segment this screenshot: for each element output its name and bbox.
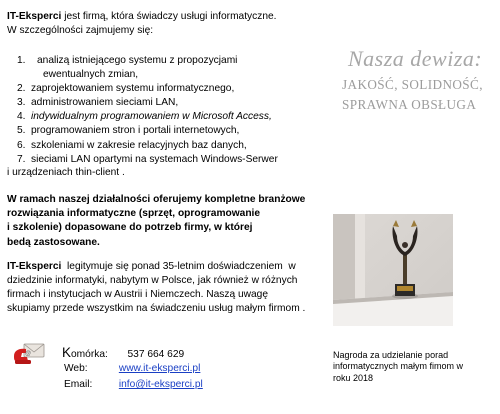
- services-list: [7, 54, 307, 167]
- services-tail: i urządzeniach thin-client .: [7, 167, 125, 178]
- motto-graphic: [330, 40, 498, 130]
- photo-caption: Nagroda za udzielanie porad informatycznych małym fimom w roku 2018: [333, 350, 464, 383]
- web-label: Web:: [64, 363, 88, 374]
- phone-number[interactable]: 537 664 629: [127, 349, 185, 360]
- motto-script: Nasza dewiza:: [348, 46, 483, 71]
- svg-text:@: @: [25, 351, 32, 357]
- email-row: [64, 379, 203, 390]
- intro-text: IT-Eksperci jest firmą, która świadczy usługi informatyczne. W szczególności zajmujemy się:: [7, 11, 277, 36]
- company-name: IT-Eksperci: [7, 11, 62, 22]
- email-label: Email:: [64, 379, 93, 390]
- list-item: 5. programowaniem stron i portali internetowych,: [17, 125, 240, 137]
- list-item: 4. indywidualnym programowaniem w Microsoft Access,: [17, 111, 272, 123]
- email-link[interactable]: info@it-eksperci.pl: [118, 379, 203, 390]
- motto-line2: SPRAWNA OBSŁUGA: [342, 97, 477, 112]
- phone-label: Komórka:: [62, 345, 108, 360]
- web-link[interactable]: www.it-eksperci.pl: [118, 363, 201, 374]
- telephone-email-icon: [12, 340, 46, 366]
- list-item: 1. analizą istniejącego systemu z propozycjami ewentualnych zmian,: [17, 55, 238, 81]
- company-name: IT-Eksperci: [7, 261, 62, 272]
- award-photo: [333, 214, 453, 326]
- web-row: [64, 363, 200, 374]
- offer-paragraph: W ramach naszej działalności oferujemy kompletne branżowe rozwiązania informatyczne (sprzęt, oprogramowanie i szkolenie) dopasowane do potrzeb firmy, w której bedą zastosowane.: [7, 194, 306, 248]
- motto-line1: JAKOŚĆ, SOLIDNOŚĆ,: [342, 77, 483, 92]
- phone-row: [62, 345, 184, 360]
- list-item: 7. sieciami LAN opartymi na systemach Windows-Serwer: [17, 153, 278, 165]
- experience-paragraph: IT-Eksperci legitymuje się ponad 35-letnim doświadczeniem w dziedzinie informatyki, nabytym w Polsce, jak również w różnych firmach i instytucjach w Austrii i Niemczech. Naszą uwagę skupiamy przede wszystkim na świadczeniu usług małym firmom .: [7, 261, 306, 315]
- list-item: 2. zaprojektowaniem systemu informatycznego,: [17, 83, 235, 95]
- list-item: 6. szkoleniami w zakresie relacyjnych baz danych,: [17, 139, 247, 151]
- list-item: 3. administrowaniem sieciami LAN,: [17, 97, 179, 109]
